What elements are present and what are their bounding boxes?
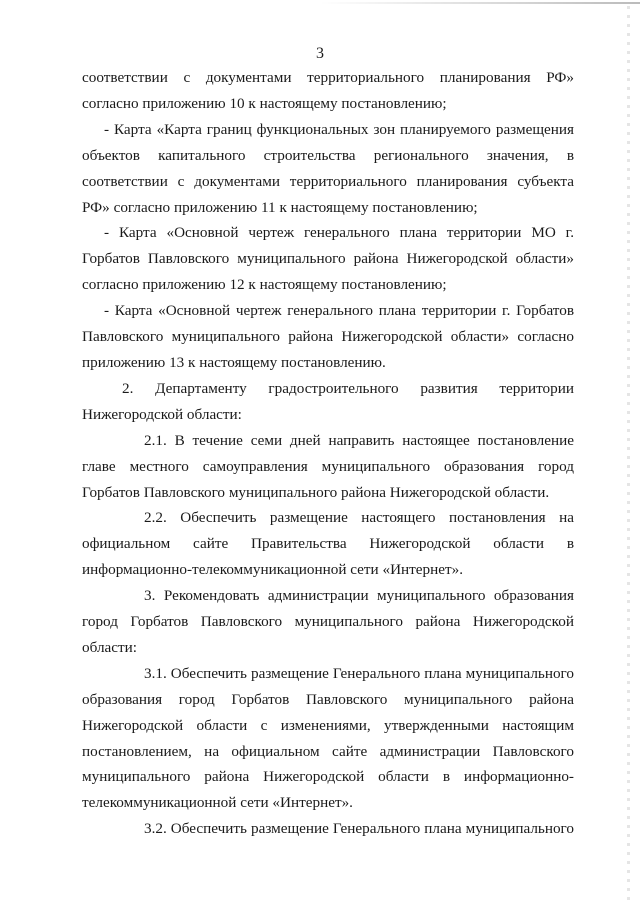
paragraph-map-13: - Карта «Основной чертеж генерального плана территории г. Горбатов Павловского муниципального района Нижегородской области» согласно приложению 13 к настоящему постановлению. — [82, 302, 574, 371]
paragraph-map-12: - Карта «Основной чертеж генерального плана территории МО г. Горбатов Павловского муниципального района Нижегородской области» согласно приложению 12 к настоящему постановлению; — [82, 224, 574, 294]
scan-edge-artifact-top — [320, 2, 640, 4]
paragraph-continuation-end: согласно приложению 10 к настоящему постановлению; — [82, 94, 447, 112]
paragraph-item-2-2: 2.2. Обеспечить размещение настоящего постановления на официальном сайте Правительства Нижегородской области в информационно-телекоммуникационной сети «Интернет». — [82, 509, 574, 579]
paragraph-item-3-1: 3.1. Обеспечить размещение Генерального плана муниципального образования город Горбатов Павловского муниципального района Нижегородской области с изменениями, утвержденными настоящим постановлением, на официальном сайте администрации Павловского муниципального района Нижегородской области в информационно-телекоммуникационной сети «Интернет». — [82, 664, 574, 812]
paragraph-item-2: 2. Департаменту градостроительного развития территории Нижегородской области: — [82, 379, 574, 423]
document-body — [82, 65, 574, 842]
scan-edge-artifact-right — [627, 0, 630, 905]
paragraph-map-11: - Карта «Карта границ функциональных зон планируемого размещения объектов капитального строительства регионального значения, в соответствии с документами территориального планирования субъекта РФ» согласно приложению 11 к настоящему постановлению; — [82, 120, 574, 216]
paragraph-item-2-1: 2.1. В течение семи дней направить настоящее постановление главе местного самоуправления муниципального образования город Горбатов Павловского муниципального района Нижегородской области. — [82, 431, 574, 501]
paragraph-continuation: соответствии с документами территориального планирования РФ» — [82, 69, 574, 86]
paragraph-item-3: 3. Рекомендовать администрации муниципального образования город Горбатов Павловского муниципального района Нижегородской области: — [82, 587, 574, 656]
page-number: 3 — [316, 45, 324, 62]
paragraph-item-3-2: 3.2. Обеспечить размещение Генерального плана муниципального — [144, 820, 574, 838]
